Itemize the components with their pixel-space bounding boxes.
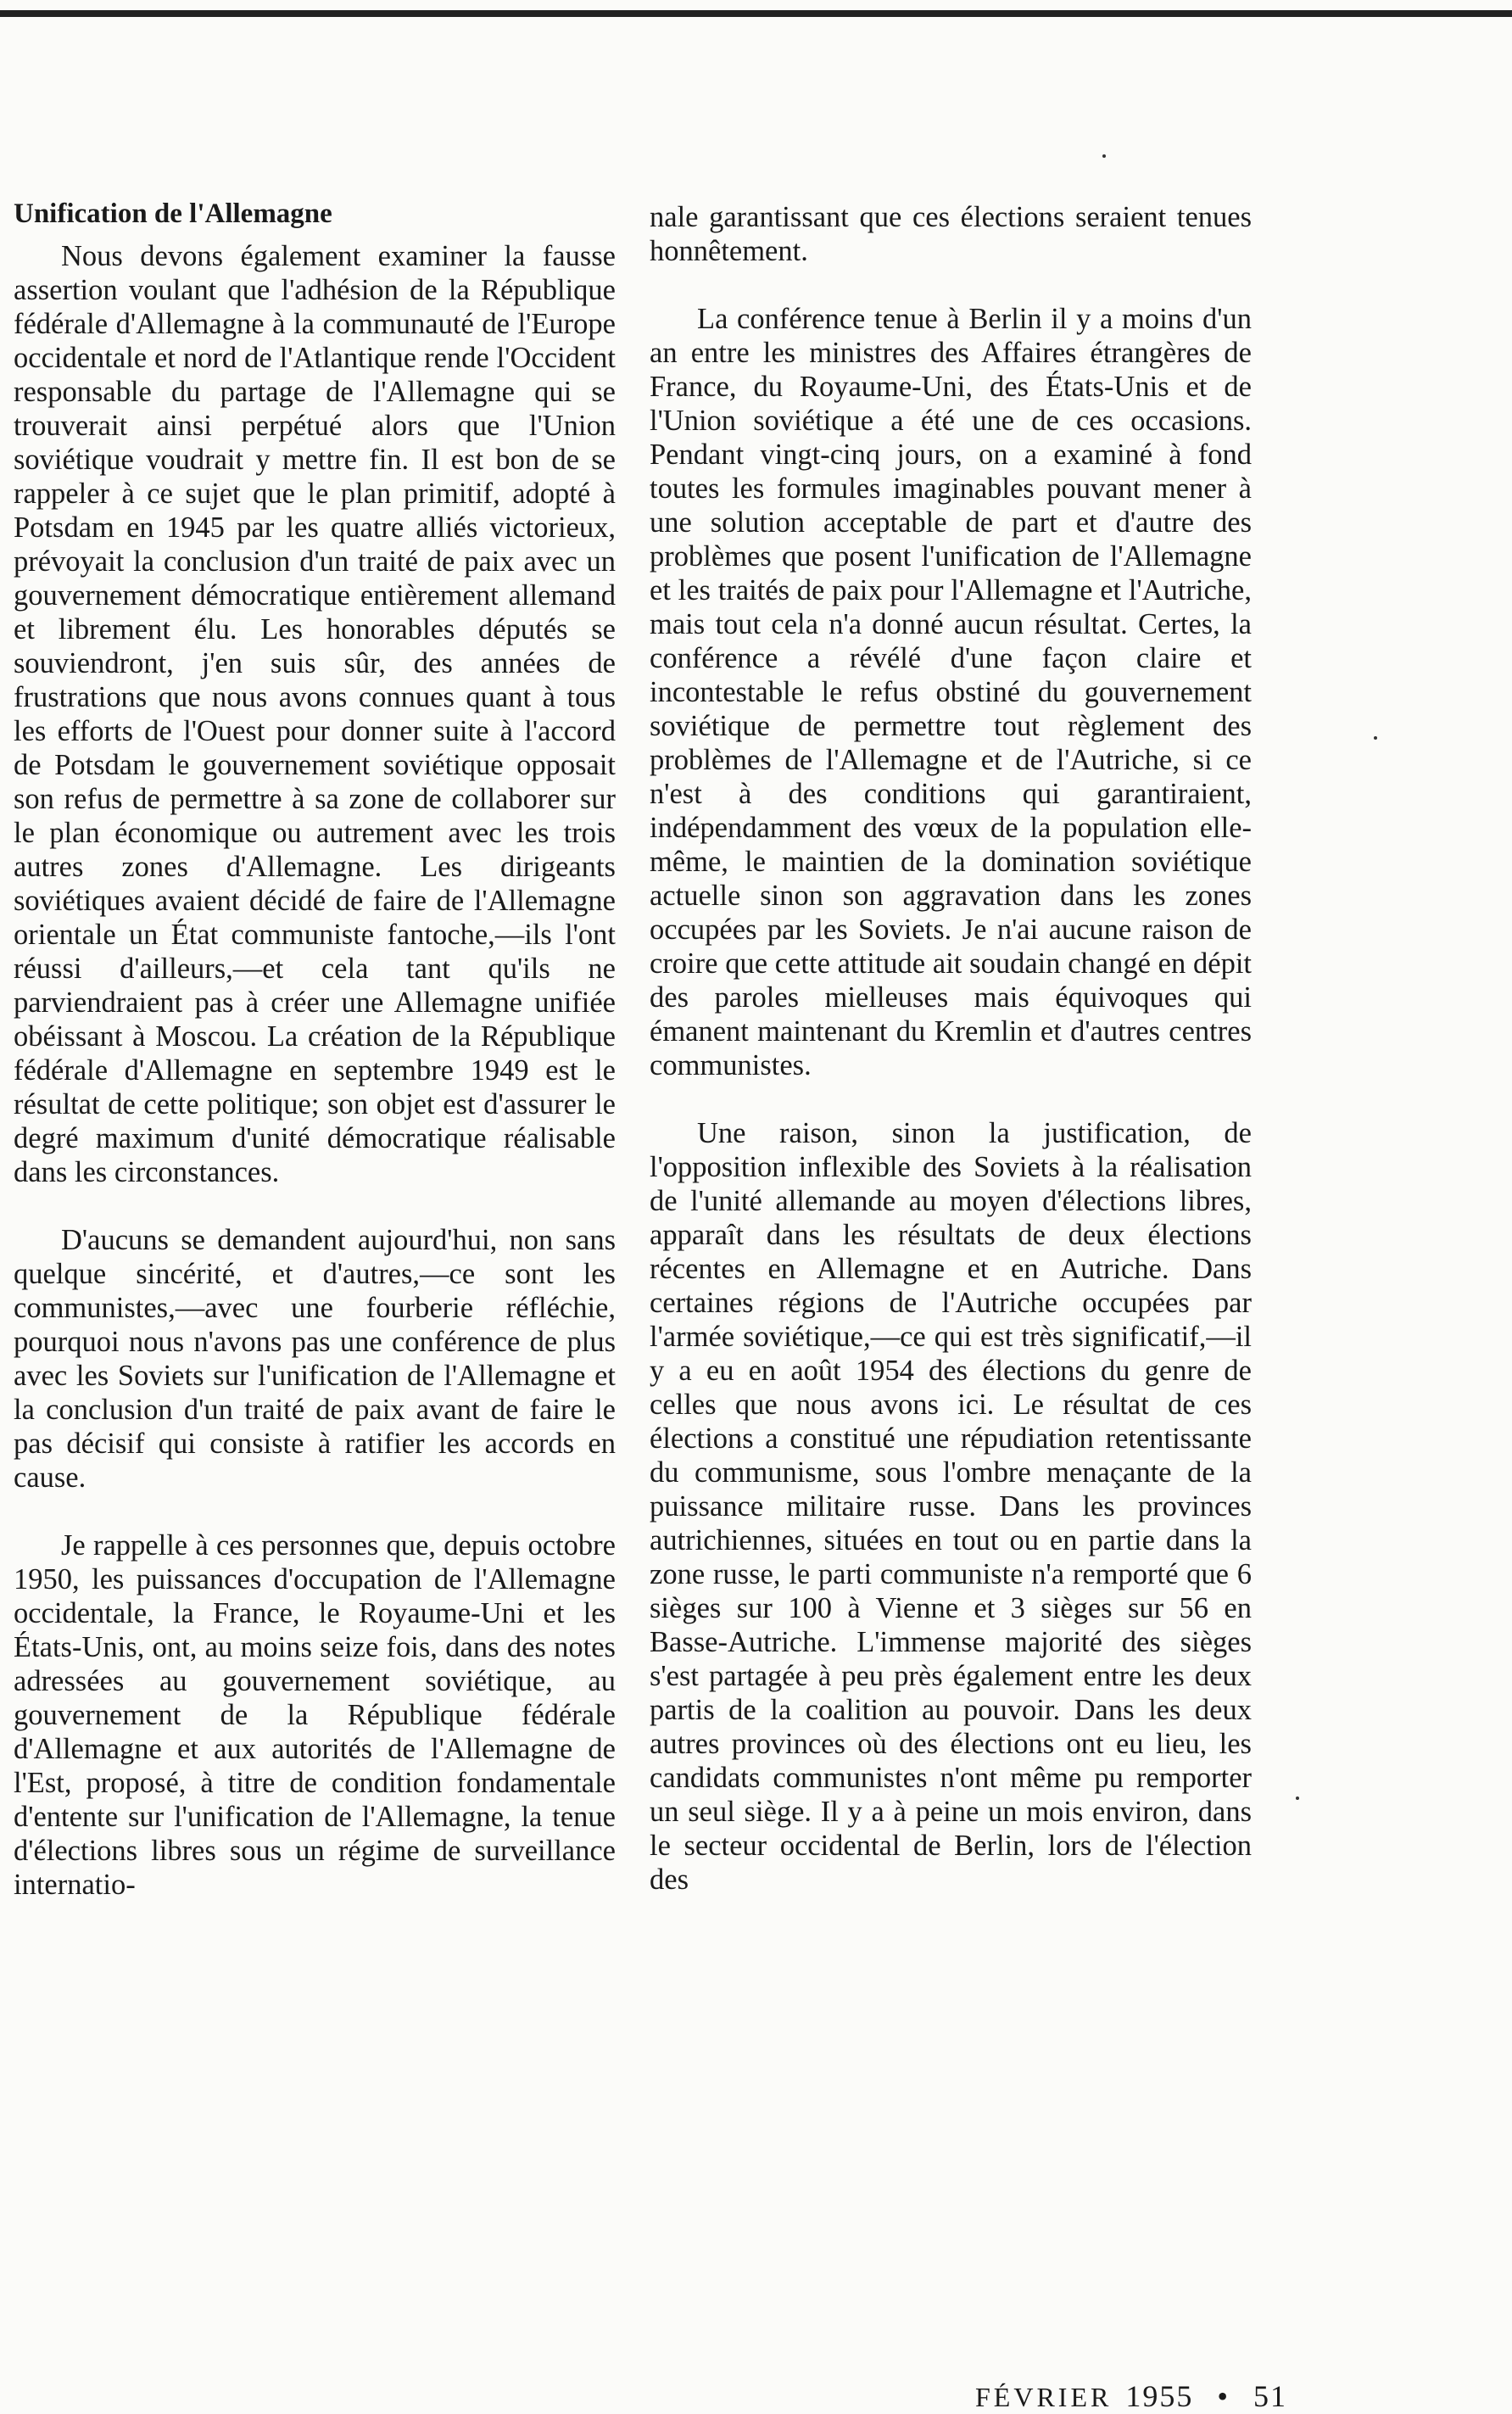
paragraph: Je rappelle à ces personnes que, depuis octobre 1950, les puissances d'occupation de l'Allemagne occidentale, la France, le Royaume-Uni et les États-Unis, ont, au moins seize fois, dans des notes adressées au gouvernement soviétique, au gouvernement de la République fédérale d'Allemagne et aux autorités de l'Allemagne de l'Est, proposé, à titre de condition fondamentale d'entente sur l'unification de l'Allemagne, la tenue d'élections libres sous un régime de surveillance internatio- [14, 1529, 616, 1901]
scan-speck [1296, 1797, 1299, 1800]
footer-year: 1955 [1125, 2379, 1194, 2413]
right-column [650, 200, 1252, 1931]
paragraph: Une raison, sinon la justification, de l'opposition inflexible des Soviets à la réalisation de l'unité allemande au moyen d'élections libres, apparaît dans les résultats de deux élections récentes en Allemagne et en Autriche. Dans certaines régions de l'Autriche occupées par l'armée soviétique,—ce qui est très significatif,—il y a eu en août 1954 des élections du genre de celles que nous avons ici. Le résultat de ces élections a constitué une répudiation retentissante du communisme, sous l'ombre menaçante de la puissance militaire russe. Dans les provinces autrichiennes, situées en tout ou en partie dans la zone russe, le parti communiste n'a remporté que 6 sièges sur 100 à Vienne et 3 sièges sur 56 en Basse-Autriche. L'immense majorité des sièges s'est partagée à peu près également entre les deux partis de la coalition au pouvoir. Dans les deux autres provinces où des élections ont eu lieu, les candidats communistes n'ont même pu remporter un seul siège. Il y a à peine un mois environ, dans le secteur occidental de Berlin, lors de l'élection des [650, 1117, 1252, 1896]
page-footer [975, 2378, 1287, 2414]
paragraph-continuation: nale garantissant que ces élections seraient tenues honnêtement. [650, 201, 1252, 267]
paragraph: Nous devons également examiner la fausse assertion voulant que l'adhésion de la République fédérale d'Allemagne à la communauté de l'Europe occidentale et nord de l'Atlantique rende l'Occident responsable du partage de l'Allemagne qui se trouverait ainsi perpétué alors que l'Union soviétique voudrait y mettre fin. Il est bon de se rappeler à ce sujet que le plan primitif, adopté à Potsdam en 1945 par les quatre alliés victorieux, prévoyait la conclusion d'un traité de paix avec un gouvernement démocratique entièrement allemand et librement élu. Les honorables députés se souviendront, j'en suis sûr, des années de frustrations que nous avons connues quant à tous les efforts de l'Ouest pour donner suite à l'accord de Potsdam le gouvernement soviétique opposait son refus de permettre à sa zone de collaborer sur le plan économique ou autrement avec les trois autres zones d'Allemagne. Les dirigeants soviétiques avaient décidé de faire de l'Allemagne orientale un État communiste fantoche,—ils l'ont réussi d'ailleurs,—et cela tant qu'ils ne parviendraient pas à créer une Allemagne unifiée obéissant à Moscou. La création de la République fédérale d'Allemagne en septembre 1949 est le résultat de cette politique; son objet est d'assurer le degré maximum d'unité démocratique réalisable dans les circonstances. [14, 240, 616, 1188]
footer-separator: • [1217, 2379, 1230, 2413]
page-number: 51 [1253, 2379, 1287, 2413]
paragraph: La conférence tenue à Berlin il y a moins d'un an entre les ministres des Affaires étrangères de France, du Royaume-Uni, des États-Unis et de l'Union soviétique a été une de ces occasions. Pendant vingt-cinq jours, on a examiné à fond toutes les formules imaginables pouvant mener à une solution acceptable de part et d'autre des problèmes que posent l'unification de l'Allemagne et les traités de paix pour l'Allemagne et l'Autriche, mais tout cela n'a donné aucun résultat. Certes, la conférence a révélé d'une façon claire et incontestable le refus obstiné du gouvernement soviétique de permettre tout règlement des problèmes de l'Allemagne et de l'Autriche, si ce n'est à des conditions qui garantiraient, indépendamment des vœux de la population elle-même, le maintien de la domination soviétique actuelle sinon son aggravation dans les zones occupées par les Soviets. Je n'ai aucune raison de croire que cette attitude ait soudain changé en dépit des paroles mielleuses mais équivoques qui émanent maintenant du Kremlin et d'autres centres communistes. [650, 303, 1252, 1081]
paragraph: D'aucuns se demandent aujourd'hui, non sans quelque sincérité, et d'autres,—ce sont les communistes,—avec une fourberie réfléchie, pourquoi nous n'avons pas une conférence de plus avec les Soviets sur l'unification de l'Allemagne et la conclusion d'un traité de paix avant de faire le pas décisif qui consiste à ratifier les accords en cause. [14, 1224, 616, 1494]
section-heading: Unification de l'Allemagne [14, 198, 332, 229]
scan-speck [1374, 736, 1377, 740]
footer-month: FÉVRIER [975, 2382, 1113, 2412]
top-rule [0, 10, 1512, 17]
left-column [14, 197, 616, 1936]
scan-speck [1102, 154, 1106, 158]
